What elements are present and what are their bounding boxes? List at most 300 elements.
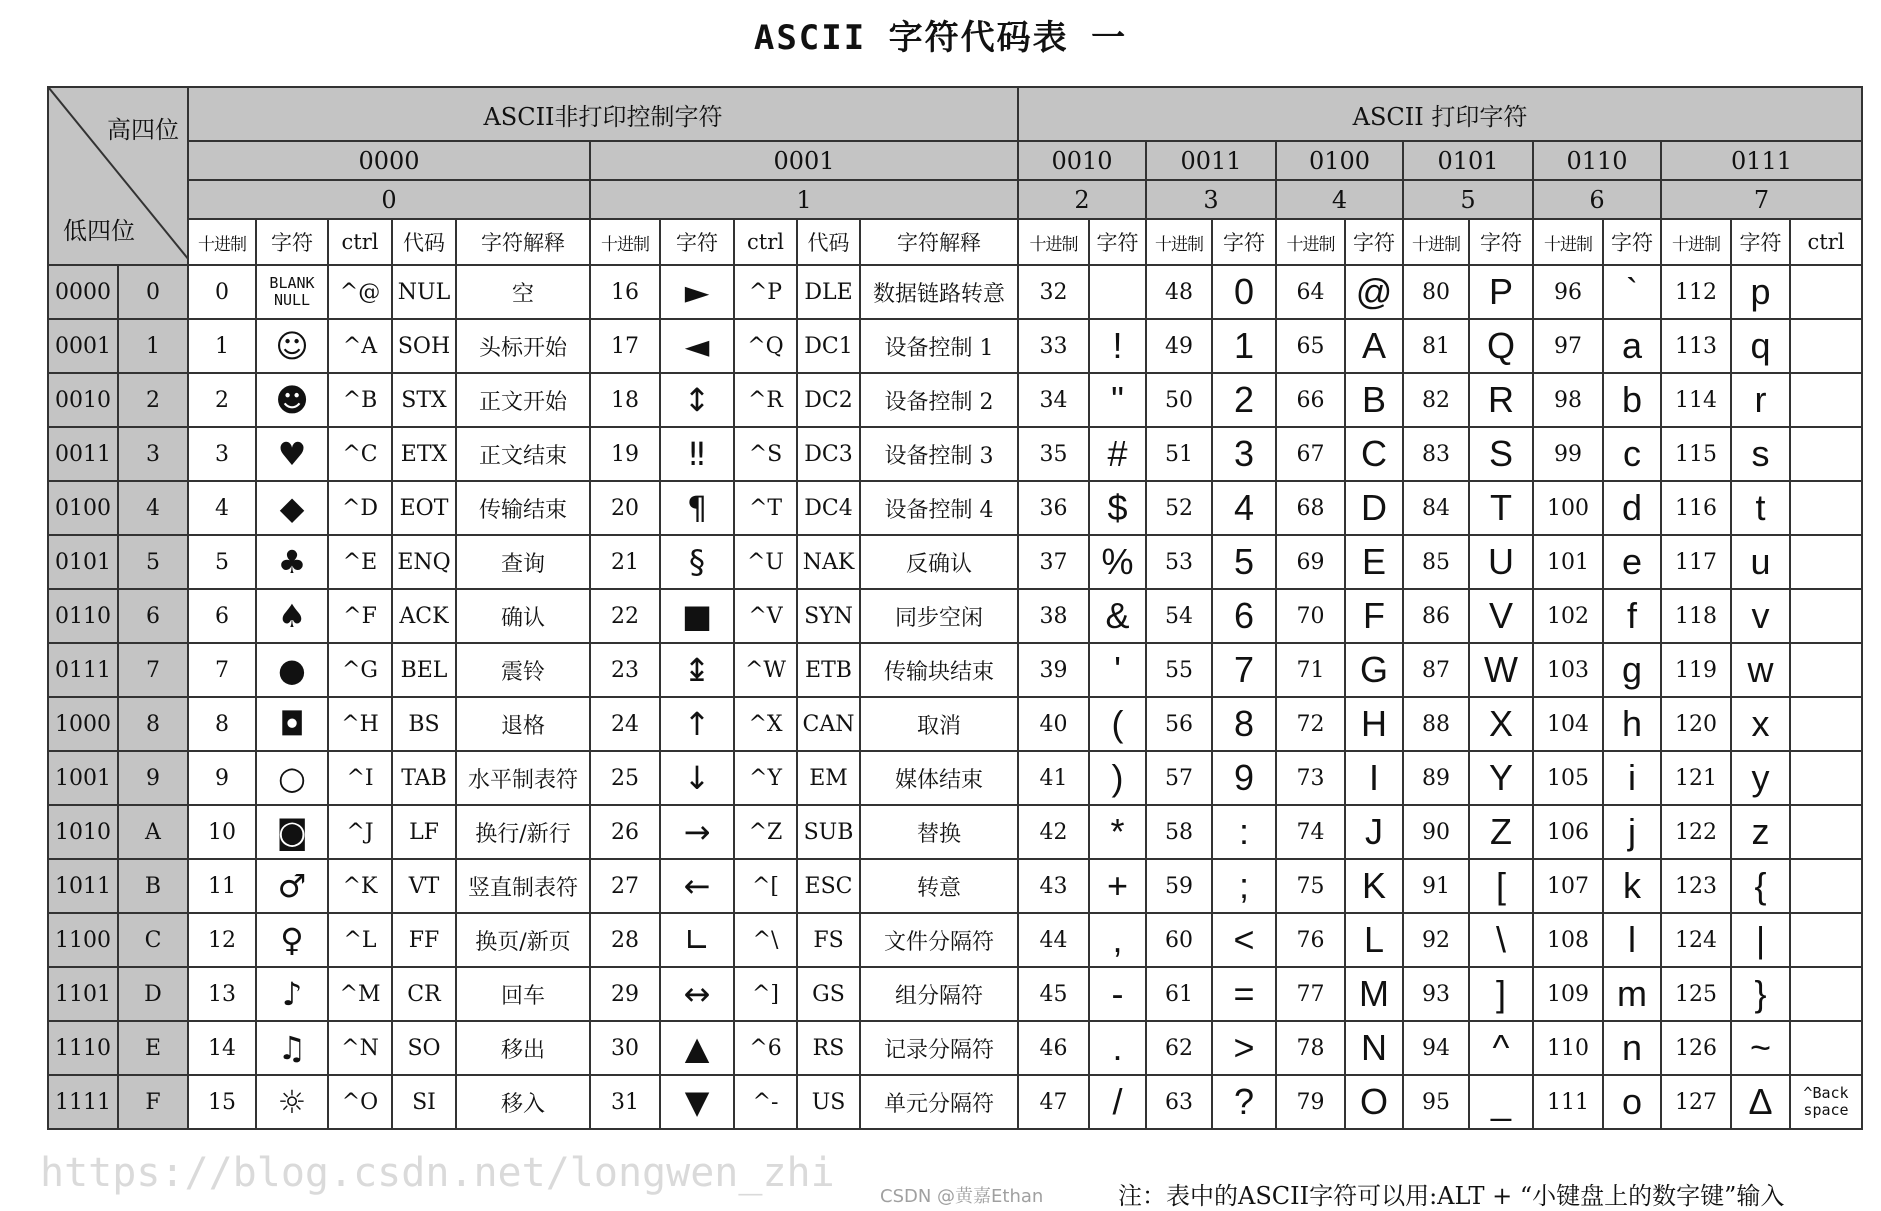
high-bits-hex: 3 (1146, 180, 1276, 219)
low-bits-binary: 1110 (48, 1021, 118, 1075)
decimal-cell: 60 (1146, 913, 1212, 967)
decimal-cell: 71 (1276, 643, 1345, 697)
char-cell: 7 (1212, 643, 1276, 697)
decimal-cell: 74 (1276, 805, 1345, 859)
high-bits-binary: 0000 (188, 141, 590, 180)
char-cell: F (1345, 589, 1403, 643)
char-cell: [ (1469, 859, 1533, 913)
decimal-cell: 19 (590, 427, 660, 481)
code-cell: TAB (392, 751, 456, 805)
watermark-credit: CSDN @黄嘉Ethan (880, 1186, 1044, 1207)
high-bits-binary: 0111 (1661, 141, 1862, 180)
code-cell: SOH (392, 319, 456, 373)
char-cell: s (1731, 427, 1790, 481)
decimal-cell: 37 (1018, 535, 1089, 589)
ctrl-cell: ^G (328, 643, 392, 697)
decimal-cell: 72 (1276, 697, 1345, 751)
decimal-cell: 9 (188, 751, 256, 805)
table-row (48, 265, 1862, 319)
char-cell: V (1469, 589, 1533, 643)
symbol-cell: ○ (256, 751, 328, 805)
char-cell: B (1345, 373, 1403, 427)
symbol-cell: ↨ (660, 643, 734, 697)
char-cell: U (1469, 535, 1533, 589)
char-cell: E (1345, 535, 1403, 589)
decimal-cell: 15 (188, 1075, 256, 1129)
ctrl-cell: ^@ (328, 265, 392, 319)
low-bits-binary: 0101 (48, 535, 118, 589)
decimal-cell: 93 (1403, 967, 1469, 1021)
decimal-cell: 64 (1276, 265, 1345, 319)
decimal-cell: 5 (188, 535, 256, 589)
low-bits-binary: 0100 (48, 481, 118, 535)
decimal-cell: 34 (1018, 373, 1089, 427)
symbol-cell: ∟ (660, 913, 734, 967)
symbol-cell: ↔ (660, 967, 734, 1021)
description-cell: 水平制表符 (456, 751, 590, 805)
code-cell: ACK (392, 589, 456, 643)
decimal-cell: 81 (1403, 319, 1469, 373)
description-cell: 查询 (456, 535, 590, 589)
symbol-cell: ♫ (256, 1021, 328, 1075)
ctrl-cell (1790, 1021, 1862, 1075)
table-row (48, 427, 1862, 481)
char-cell: g (1603, 643, 1661, 697)
char-cell: R (1469, 373, 1533, 427)
code-cell: EM (797, 751, 860, 805)
decimal-cell: 23 (590, 643, 660, 697)
symbol-cell: ← (660, 859, 734, 913)
char-cell: T (1469, 481, 1533, 535)
decimal-cell: 68 (1276, 481, 1345, 535)
char-cell: = (1212, 967, 1276, 1021)
decimal-cell: 116 (1661, 481, 1731, 535)
ctrl-cell: ^K (328, 859, 392, 913)
char-cell: ? (1212, 1075, 1276, 1129)
description-cell: 记录分隔符 (860, 1021, 1018, 1075)
decimal-cell: 105 (1533, 751, 1603, 805)
decimal-cell: 67 (1276, 427, 1345, 481)
table-row (48, 481, 1862, 535)
ctrl-cell: ^[ (734, 859, 797, 913)
char-cell: a (1603, 319, 1661, 373)
decimal-cell: 110 (1533, 1021, 1603, 1075)
code-cell: GS (797, 967, 860, 1021)
char-cell (1089, 265, 1146, 319)
symbol-cell: ↕ (660, 373, 734, 427)
high-bits-binary: 0011 (1146, 141, 1276, 180)
ctrl-cell: ^H (328, 697, 392, 751)
description-cell: 确认 (456, 589, 590, 643)
decimal-cell: 14 (188, 1021, 256, 1075)
decimal-cell: 61 (1146, 967, 1212, 1021)
symbol-cell: ◙ (256, 805, 328, 859)
char-cell: r (1731, 373, 1790, 427)
code-cell: LF (392, 805, 456, 859)
code-cell: SUB (797, 805, 860, 859)
char-cell: @ (1345, 265, 1403, 319)
ctrl-cell: ^D (328, 481, 392, 535)
char-cell: C (1345, 427, 1403, 481)
code-cell: ESC (797, 859, 860, 913)
decimal-cell: 97 (1533, 319, 1603, 373)
table-row (48, 643, 1862, 697)
code-cell: NUL (392, 265, 456, 319)
decimal-cell: 77 (1276, 967, 1345, 1021)
symbol-cell: ♣ (256, 535, 328, 589)
table-row (48, 1075, 1862, 1129)
low-bits-hex: B (118, 859, 188, 913)
char-cell: t (1731, 481, 1790, 535)
high-bits-hex: 0 (188, 180, 590, 219)
symbol-cell: ‼ (660, 427, 734, 481)
char-cell: ; (1212, 859, 1276, 913)
decimal-cell: 70 (1276, 589, 1345, 643)
decimal-cell: 48 (1146, 265, 1212, 319)
char-cell: ` (1603, 265, 1661, 319)
ctrl-cell: ^P (734, 265, 797, 319)
table-row (48, 697, 1862, 751)
decimal-cell: 49 (1146, 319, 1212, 373)
char-cell: ^ (1469, 1021, 1533, 1075)
decimal-cell: 6 (188, 589, 256, 643)
symbol-cell: ☼ (256, 1075, 328, 1129)
char-cell: y (1731, 751, 1790, 805)
char-cell: Y (1469, 751, 1533, 805)
corner-header (48, 87, 188, 265)
ctrl-cell (1790, 265, 1862, 319)
description-cell: 设备控制 2 (860, 373, 1018, 427)
char-cell: K (1345, 859, 1403, 913)
decimal-cell: 86 (1403, 589, 1469, 643)
decimal-cell: 89 (1403, 751, 1469, 805)
char-cell: W (1469, 643, 1533, 697)
decimal-cell: 119 (1661, 643, 1731, 697)
decimal-cell: 85 (1403, 535, 1469, 589)
decimal-cell: 106 (1533, 805, 1603, 859)
watermark: https://blog.csdn.net/longwen_zhi (40, 1150, 835, 1196)
low-bits-binary: 0001 (48, 319, 118, 373)
decimal-cell: 73 (1276, 751, 1345, 805)
symbol-cell: ☺ (256, 319, 328, 373)
ctrl-cell: ^N (328, 1021, 392, 1075)
description-cell: 空 (456, 265, 590, 319)
decimal-cell: 57 (1146, 751, 1212, 805)
footnote: 注：表中的ASCII字符可以用:ALT + “小键盘上的数字键”输入 (1118, 1182, 1785, 1210)
char-cell: / (1089, 1075, 1146, 1129)
decimal-cell: 115 (1661, 427, 1731, 481)
char-cell: O (1345, 1075, 1403, 1129)
column-header-ctrl: ctrl (734, 219, 797, 265)
low-bits-hex: 9 (118, 751, 188, 805)
description-cell: 传输结束 (456, 481, 590, 535)
ctrl-cell (1790, 589, 1862, 643)
column-header-dec: 十进制 (1276, 219, 1345, 265)
column-header-ctrl: ctrl (1790, 219, 1862, 265)
decimal-cell: 99 (1533, 427, 1603, 481)
char-cell: m (1603, 967, 1661, 1021)
decimal-cell: 123 (1661, 859, 1731, 913)
description-cell: 反确认 (860, 535, 1018, 589)
code-cell: US (797, 1075, 860, 1129)
decimal-cell: 126 (1661, 1021, 1731, 1075)
ctrl-cell: ^E (328, 535, 392, 589)
decimal-cell: 31 (590, 1075, 660, 1129)
decimal-cell: 44 (1018, 913, 1089, 967)
ctrl-cell: ^C (328, 427, 392, 481)
ctrl-cell (1790, 859, 1862, 913)
symbol-cell: ☻ (256, 373, 328, 427)
char-cell: ! (1089, 319, 1146, 373)
column-header-dec: 十进制 (1146, 219, 1212, 265)
char-cell: Δ (1731, 1075, 1790, 1129)
symbol-cell: ♪ (256, 967, 328, 1021)
decimal-cell: 58 (1146, 805, 1212, 859)
char-cell: 2 (1212, 373, 1276, 427)
description-cell: 取消 (860, 697, 1018, 751)
column-header-char: 字符 (256, 219, 328, 265)
high-bits-hex: 4 (1276, 180, 1403, 219)
decimal-cell: 43 (1018, 859, 1089, 913)
decimal-cell: 32 (1018, 265, 1089, 319)
char-cell: < (1212, 913, 1276, 967)
column-header-ctrl: ctrl (328, 219, 392, 265)
page-title: ASCII 字符代码表 一 (753, 18, 1128, 58)
column-header-char: 字符 (1212, 219, 1276, 265)
high-bits-binary: 0101 (1403, 141, 1533, 180)
ctrl-cell: ^X (734, 697, 797, 751)
decimal-cell: 90 (1403, 805, 1469, 859)
decimal-cell: 112 (1661, 265, 1731, 319)
low-bits-hex: A (118, 805, 188, 859)
table-row (48, 751, 1862, 805)
code-cell: DC4 (797, 481, 860, 535)
decimal-cell: 83 (1403, 427, 1469, 481)
ctrl-cell: ^Q (734, 319, 797, 373)
code-cell: DLE (797, 265, 860, 319)
decimal-cell: 56 (1146, 697, 1212, 751)
decimal-cell: 54 (1146, 589, 1212, 643)
decimal-cell: 4 (188, 481, 256, 535)
decimal-cell: 52 (1146, 481, 1212, 535)
column-header-dec: 十进制 (1403, 219, 1469, 265)
description-cell: 头标开始 (456, 319, 590, 373)
ctrl-cell: ^A (328, 319, 392, 373)
decimal-cell: 55 (1146, 643, 1212, 697)
decimal-cell: 27 (590, 859, 660, 913)
decimal-cell: 7 (188, 643, 256, 697)
ctrl-cell: ^\ (734, 913, 797, 967)
ctrl-cell: ^] (734, 967, 797, 1021)
char-cell: 0 (1212, 265, 1276, 319)
column-header-char: 字符 (1731, 219, 1790, 265)
column-header-dec: 十进制 (590, 219, 660, 265)
low-bits-label: 低四位 (63, 217, 135, 245)
ctrl-cell: ^R (734, 373, 797, 427)
char-cell: L (1345, 913, 1403, 967)
char-cell: c (1603, 427, 1661, 481)
char-cell: f (1603, 589, 1661, 643)
decimal-cell: 96 (1533, 265, 1603, 319)
decimal-cell: 16 (590, 265, 660, 319)
char-cell: I (1345, 751, 1403, 805)
decimal-cell: 66 (1276, 373, 1345, 427)
char-cell: D (1345, 481, 1403, 535)
decimal-cell: 103 (1533, 643, 1603, 697)
decimal-cell: 1 (188, 319, 256, 373)
decimal-cell: 10 (188, 805, 256, 859)
decimal-cell: 88 (1403, 697, 1469, 751)
decimal-cell: 59 (1146, 859, 1212, 913)
decimal-cell: 53 (1146, 535, 1212, 589)
char-cell: * (1089, 805, 1146, 859)
ctrl-cell (1790, 319, 1862, 373)
symbol-cell: ↓ (660, 751, 734, 805)
decimal-cell: 127 (1661, 1075, 1731, 1129)
decimal-cell: 42 (1018, 805, 1089, 859)
high-bits-hex: 2 (1018, 180, 1146, 219)
code-cell: SO (392, 1021, 456, 1075)
description-cell: 退格 (456, 697, 590, 751)
column-header-dec: 十进制 (188, 219, 256, 265)
ctrl-cell: ^V (734, 589, 797, 643)
decimal-cell: 87 (1403, 643, 1469, 697)
low-bits-binary: 0111 (48, 643, 118, 697)
code-cell: BS (392, 697, 456, 751)
char-cell: + (1089, 859, 1146, 913)
high-bits-label: 高四位 (107, 116, 179, 144)
code-cell: ENQ (392, 535, 456, 589)
ctrl-cell: ^Z (734, 805, 797, 859)
decimal-cell: 11 (188, 859, 256, 913)
low-bits-binary: 1101 (48, 967, 118, 1021)
char-cell: ~ (1731, 1021, 1790, 1075)
char-cell: H (1345, 697, 1403, 751)
char-cell: ) (1089, 751, 1146, 805)
symbol-cell: ↑ (660, 697, 734, 751)
description-cell: 回车 (456, 967, 590, 1021)
decimal-cell: 50 (1146, 373, 1212, 427)
low-bits-hex: 0 (118, 265, 188, 319)
symbol-cell: ♂ (256, 859, 328, 913)
symbol-cell: ◄ (660, 319, 734, 373)
ctrl-cell: ^Y (734, 751, 797, 805)
table-row (48, 589, 1862, 643)
table-row (48, 913, 1862, 967)
high-bits-binary: 0001 (590, 141, 1018, 180)
description-cell: 设备控制 1 (860, 319, 1018, 373)
decimal-cell: 75 (1276, 859, 1345, 913)
symbol-cell: ♀ (256, 913, 328, 967)
ctrl-cell (1790, 913, 1862, 967)
char-cell: b (1603, 373, 1661, 427)
code-cell: BEL (392, 643, 456, 697)
high-bits-hex: 1 (590, 180, 1018, 219)
char-cell: u (1731, 535, 1790, 589)
decimal-cell: 35 (1018, 427, 1089, 481)
ctrl-cell (1790, 481, 1862, 535)
nonprint-group-header: ASCII非打印控制字符 (188, 87, 1018, 141)
ctrl-cell: ^I (328, 751, 392, 805)
decimal-cell: 102 (1533, 589, 1603, 643)
char-cell: G (1345, 643, 1403, 697)
low-bits-binary: 1100 (48, 913, 118, 967)
ctrl-cell: ^B (328, 373, 392, 427)
decimal-cell: 69 (1276, 535, 1345, 589)
table-row (48, 319, 1862, 373)
decimal-cell: 38 (1018, 589, 1089, 643)
decimal-cell: 114 (1661, 373, 1731, 427)
code-cell: CR (392, 967, 456, 1021)
code-cell: SYN (797, 589, 860, 643)
ctrl-cell: ^6 (734, 1021, 797, 1075)
decimal-cell: 30 (590, 1021, 660, 1075)
char-cell: e (1603, 535, 1661, 589)
print-group-header: ASCII 打印字符 (1018, 87, 1862, 141)
decimal-cell: 82 (1403, 373, 1469, 427)
table-row (48, 535, 1862, 589)
char-cell: p (1731, 265, 1790, 319)
low-bits-binary: 0010 (48, 373, 118, 427)
decimal-cell: 12 (188, 913, 256, 967)
decimal-cell: 2 (188, 373, 256, 427)
low-bits-binary: 0011 (48, 427, 118, 481)
description-cell: 替换 (860, 805, 1018, 859)
high-bits-hex: 5 (1403, 180, 1533, 219)
code-cell: STX (392, 373, 456, 427)
high-bits-hex: 7 (1661, 180, 1862, 219)
decimal-cell: 29 (590, 967, 660, 1021)
column-header-char: 字符 (1089, 219, 1146, 265)
decimal-cell: 98 (1533, 373, 1603, 427)
symbol-cell: ♠ (256, 589, 328, 643)
char-cell: 9 (1212, 751, 1276, 805)
char-cell: P (1469, 265, 1533, 319)
table-row (48, 805, 1862, 859)
decimal-cell: 3 (188, 427, 256, 481)
char-cell: Z (1469, 805, 1533, 859)
low-bits-hex: 1 (118, 319, 188, 373)
description-cell: 数据链路转意 (860, 265, 1018, 319)
char-cell: X (1469, 697, 1533, 751)
decimal-cell: 80 (1403, 265, 1469, 319)
decimal-cell: 40 (1018, 697, 1089, 751)
low-bits-hex: F (118, 1075, 188, 1129)
decimal-cell: 8 (188, 697, 256, 751)
description-cell: 设备控制 3 (860, 427, 1018, 481)
code-cell: DC1 (797, 319, 860, 373)
char-cell: & (1089, 589, 1146, 643)
decimal-cell: 39 (1018, 643, 1089, 697)
char-cell: S (1469, 427, 1533, 481)
char-cell: - (1089, 967, 1146, 1021)
decimal-cell: 121 (1661, 751, 1731, 805)
char-cell: ( (1089, 697, 1146, 751)
symbol-cell: ■ (660, 589, 734, 643)
decimal-cell: 91 (1403, 859, 1469, 913)
ctrl-cell: ^S (734, 427, 797, 481)
char-cell: q (1731, 319, 1790, 373)
decimal-cell: 78 (1276, 1021, 1345, 1075)
low-bits-hex: 2 (118, 373, 188, 427)
decimal-cell: 125 (1661, 967, 1731, 1021)
table-row (48, 859, 1862, 913)
column-header-char: 字符 (1345, 219, 1403, 265)
char-cell: h (1603, 697, 1661, 751)
ctrl-cell (1790, 373, 1862, 427)
decimal-cell: 124 (1661, 913, 1731, 967)
high-bits-binary: 0010 (1018, 141, 1146, 180)
